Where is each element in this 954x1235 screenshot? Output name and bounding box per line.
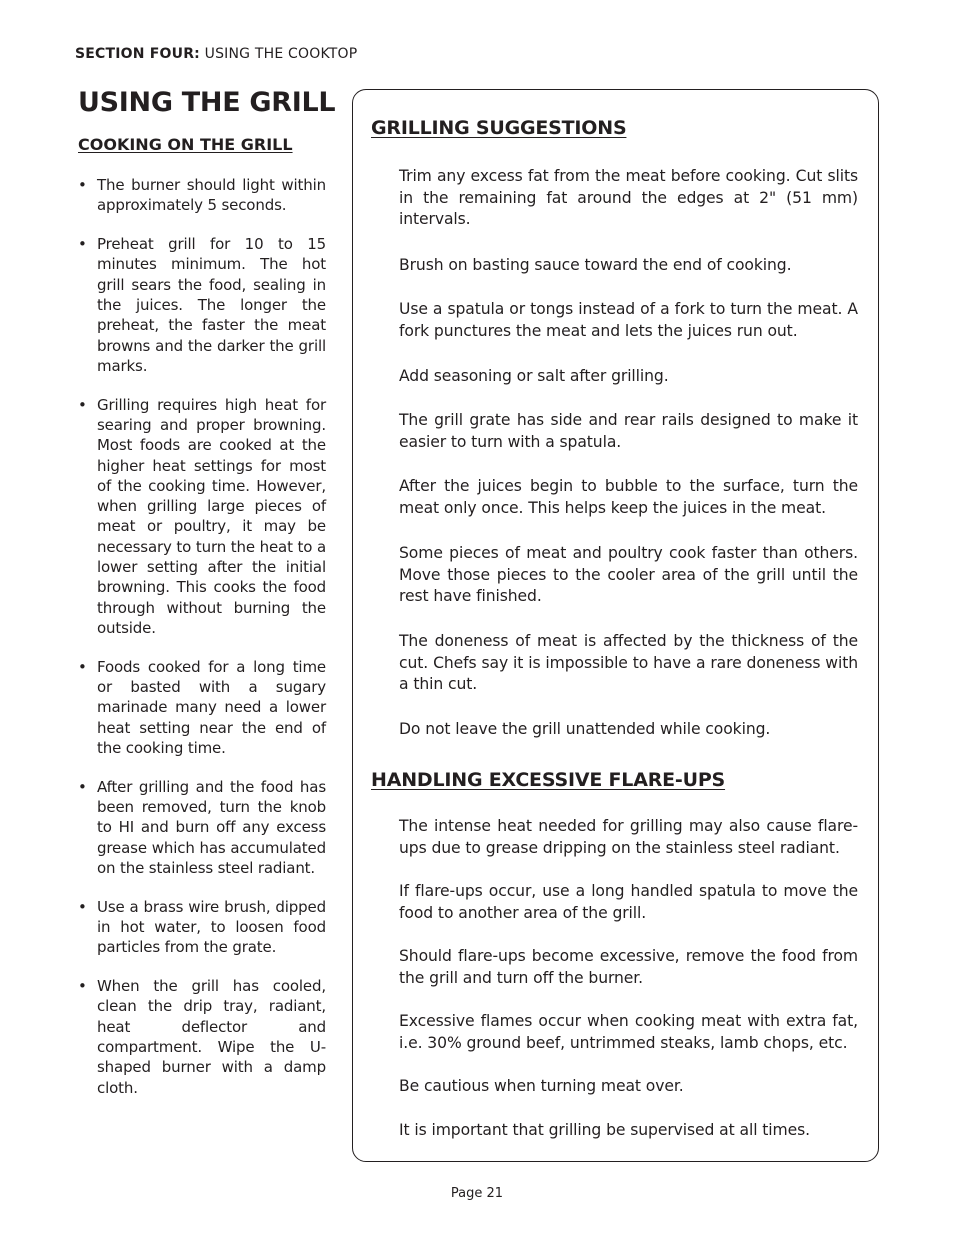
left-subheading: COOKING ON THE GRILL: [78, 135, 293, 154]
section-header: [75, 45, 357, 63]
bullet-item: [78, 777, 326, 878]
suggestion-paragraph: Some pieces of meat and poultry cook faster than others. Move those pieces to the cooler area of the grill until the rest have finished.: [399, 544, 858, 606]
flareup-paragraph: If flare-ups occur, use a long handled spatula to move the food to another area of the grill.: [399, 882, 858, 922]
page-number: Page 21: [450, 1186, 504, 1201]
bullet-dot-icon: •: [78, 176, 87, 194]
bullet-item: [78, 234, 326, 376]
flareup-paragraph: Excessive flames occur when cooking meat with extra fat, i.e. 30% ground beef, untrimmed steaks, lamb chops, etc.: [399, 1012, 858, 1052]
suggestion-paragraph: Trim any excess fat from the meat before cooking. Cut slits in the remaining fat around the edges at 2" (51 mm) intervals.: [399, 167, 858, 229]
bullet-item: [78, 897, 326, 958]
bullet-item: [78, 976, 326, 1098]
suggestion-paragraph: Do not leave the grill unattended while cooking.: [399, 720, 771, 738]
bullet-text: Use a brass wire brush, dipped in hot water, to loosen food particles from the grate.: [97, 897, 326, 957]
bullet-text: After grilling and the food has been removed, turn the knob to HI and burn off any excess grease which has accumulated on the stainless steel radiant.: [97, 777, 326, 877]
bullet-item: [78, 657, 326, 758]
suggestion-paragraph: Brush on basting sauce toward the end of cooking.: [399, 256, 792, 274]
suggestion-paragraph: Add seasoning or salt after grilling.: [399, 367, 669, 385]
bullet-text: Foods cooked for a long time or basted with a sugary marinade many need a lower heat setting near the end of the cooking time.: [97, 657, 326, 757]
suggestion-paragraph: The grill grate has side and rear rails designed to make it easier to turn with a spatula.: [399, 411, 858, 451]
bullet-dot-icon: •: [78, 235, 87, 254]
bullet-item: [78, 175, 326, 216]
flareup-paragraph: Be cautious when turning meat over.: [399, 1077, 684, 1095]
bullet-dot-icon: •: [78, 395, 87, 414]
page-title: USING THE GRILL: [78, 87, 336, 118]
bullet-item: [78, 395, 326, 639]
bullet-dot-icon: •: [78, 657, 87, 676]
bullet-dot-icon: •: [78, 977, 87, 996]
grilling-suggestions-heading: GRILLING SUGGESTIONS: [371, 117, 627, 139]
flareup-paragraph: The intense heat needed for grilling may also cause flare-ups due to grease dripping on the stainless steel radiant.: [399, 817, 858, 857]
section-header-label: SECTION FOUR:: [75, 46, 200, 62]
bullet-text: When the grill has cooled, clean the drip tray, radiant, heat deflector and compartment. Wipe the U-shaped burner with a damp cloth.: [97, 977, 326, 1097]
bullet-dot-icon: •: [78, 777, 87, 796]
flare-ups-heading: HANDLING EXCESSIVE FLARE-UPS: [371, 769, 726, 791]
bullet-text: Grilling requires high heat for searing and proper browning. Most foods are cooked at the higher heat settings for most of the cooking time. However, when grilling large pieces of meat or poultry, it may be necessary to turn the heat to a lower setting after the initial browning. This cooks the food through without burning the outside.: [97, 395, 326, 637]
section-header-text: USING THE COOKTOP: [199, 46, 358, 62]
flareup-paragraph: It is important that grilling be supervised at all times.: [399, 1121, 810, 1139]
suggestion-paragraph: Use a spatula or tongs instead of a fork to turn the meat. A fork punctures the meat and lets the juices run out.: [399, 300, 858, 340]
flareup-paragraph: Should flare-ups become excessive, remove the food from the grill and turn off the burner.: [399, 947, 858, 987]
suggestion-paragraph: The doneness of meat is affected by the thickness of the cut. Chefs say it is impossible to have a rare doneness with a thin cut.: [399, 632, 858, 694]
bullet-list: [78, 175, 326, 1116]
tips-box: [352, 89, 879, 1162]
bullet-text: Preheat grill for 10 to 15 minutes minimum. The hot grill sears the food, sealing in the juices. The longer the preheat, the faster the meat browns and the darker the grill marks.: [97, 235, 326, 375]
suggestion-paragraph: After the juices begin to bubble to the surface, turn the meat only once. This helps keep the juices in the meat.: [399, 477, 858, 517]
bullet-text: The burner should light within approximately 5 seconds.: [97, 176, 326, 215]
bullet-dot-icon: •: [78, 897, 87, 916]
